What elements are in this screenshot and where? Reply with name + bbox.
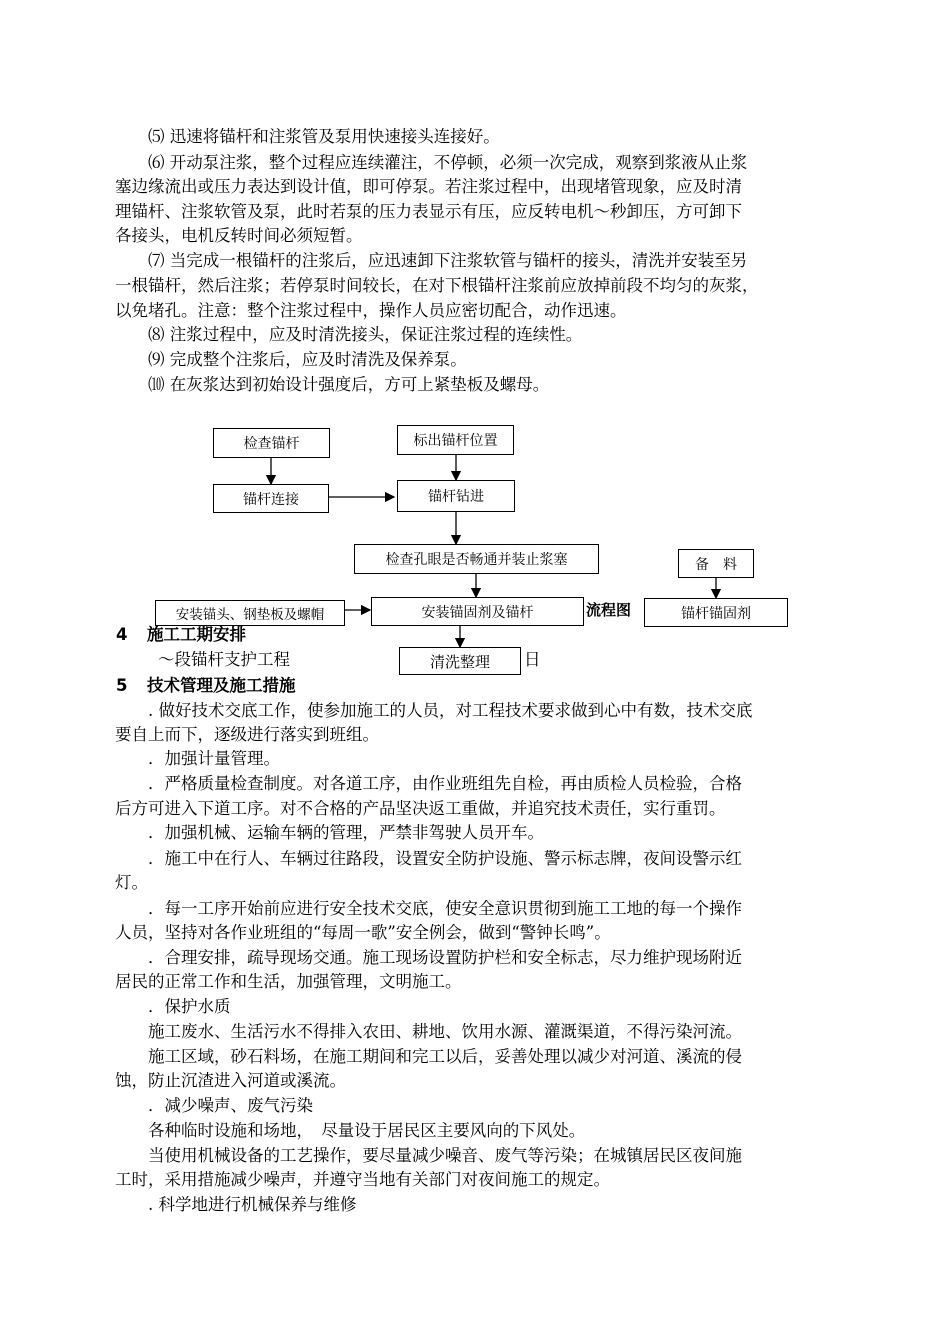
- paragraph-line: 后方可进入下道工序。对不合格的产品坚决返工重做，并追究技术责任，实行重罚。: [115, 799, 726, 818]
- paragraph-line: 灯。: [115, 873, 148, 892]
- paragraph-line: 各接头，电机反转时间必须短暂。: [115, 226, 363, 245]
- paragraph-line: ⑺ 当完成一根锚杆的注浆后，应迅速卸下注浆软管与锚杆的接头，清洗并安装至另: [148, 251, 748, 270]
- paragraph-line: 施工区域，砂石料场，在施工期间和完工以后，妥善处理以减少对河道、溪流的侵: [148, 1047, 742, 1066]
- paragraph-line: 居民的正常工作和生活，加强管理，文明施工。: [115, 972, 462, 991]
- flow-box-anchor-connect: 锚杆连接: [213, 484, 329, 513]
- flow-label: 流程图: [586, 601, 632, 619]
- flow-box-mark-position: 标出锚杆位置: [397, 425, 514, 455]
- paragraph-line: 蚀，防止沉渣进入河道或溪流。: [115, 1071, 346, 1090]
- paragraph-line: 人员，坚持对各作业班组的“每周一歌”安全例会，做到“警钟长鸣”。: [115, 923, 611, 942]
- paragraph-line: ．加强机械、运输车辆的管理，严禁非驾驶人员开车。: [148, 823, 544, 842]
- paragraph-line: 以免堵孔。注意：整个注浆过程中，操作人员应密切配合，动作迅速。: [115, 301, 627, 320]
- paragraph-line: 各种临时设施和场地， 尽量设于居民区主要风向的下风处。: [148, 1121, 586, 1140]
- paragraph-line: ．严格质量检查制度。对各道工序，由作业班组先自检，再由质检人员检验，合格: [148, 774, 742, 793]
- paragraph-line: 要自上而下，逐级进行落实到班组。: [115, 725, 379, 744]
- paragraph-line: . 做好技术交底工作，使参加施工的人员，对工程技术要求做到心中有数，技术交底: [148, 701, 753, 720]
- paragraph-line: ⑻ 注浆过程中，应及时清洗接头，保证注浆过程的连续性。: [148, 325, 583, 344]
- section-heading: 施工工期安排: [147, 625, 246, 644]
- paragraph-line: ⑹ 开动泵注浆，整个过程应连续灌注，不停顿，必须一次完成，观察到浆液从止浆: [148, 153, 748, 172]
- section-heading: 技术管理及施工措施: [147, 676, 296, 695]
- flow-box-install-head: 安装锚头、钢垫板及螺帽: [155, 600, 345, 626]
- paragraph-line: 工时，采用措施减少噪声，并遵守当地有关部门对夜间施工的规定。: [115, 1170, 610, 1189]
- section-number: 4: [116, 625, 128, 644]
- paragraph-line: ．每一工序开始前应进行安全技术交底，使安全意识贯彻到施工工地的每一个操作: [148, 899, 742, 918]
- paragraph-line: ⑸ 迅速将锚杆和注浆管及泵用快速接头连接好。: [148, 127, 500, 146]
- flow-box-clean-up: 清洗整理: [399, 647, 521, 675]
- paragraph-line: . 科学地进行机械保养与维修: [148, 1195, 357, 1214]
- paragraph-line: 一根锚杆，然后注浆；若停泵时间较长，在对下根锚杆注浆前应放掉前段不均匀的灰浆，: [115, 276, 759, 295]
- section-number: 5: [116, 676, 128, 695]
- section-text: ～段锚杆支护工程: [158, 650, 290, 669]
- paragraph-line: ．保护水质: [148, 997, 231, 1016]
- paragraph-line: 理锚杆、注浆软管及泵，此时若泵的压力表显示有压，应反转电机～秒卸压，方可卸下: [115, 202, 742, 221]
- paragraph-line: 当使用机械设备的工艺操作，要尽量减少噪音、废气等污染；在城镇居民区夜间施: [148, 1146, 742, 1165]
- paragraph-line: ．减少噪声、废气污染: [148, 1096, 313, 1115]
- section-text-tail: 日: [524, 650, 541, 669]
- paragraph-line: ．加强计量管理。: [148, 749, 280, 768]
- flow-box-anchor-agent: 锚杆锚固剂: [644, 598, 788, 627]
- flow-box-check-hole: 检查孔眼是否畅通并装止浆塞: [354, 544, 599, 574]
- paragraph-line: ．施工中在行人、车辆过往路段，设置安全防护设施、警示标志牌，夜间设警示红: [148, 849, 742, 868]
- paragraph-line: 施工废水、生活污水不得排入农田、耕地、饮用水源、灌溉渠道，不得污染河流。: [148, 1022, 742, 1041]
- flow-box-install-agent: 安装锚固剂及锚杆: [371, 597, 584, 626]
- flow-box-check-anchor: 检查锚杆: [213, 428, 330, 458]
- paragraph-line: 塞边缘流出或压力表达到设计值，即可停泵。若注浆过程中，出现堵管现象，应及时清: [115, 177, 742, 196]
- paragraph-line: ．合理安排，疏导现场交通。施工现场设置防护栏和安全标志，尽力维护现场附近: [148, 948, 742, 967]
- paragraph-line: ⑽ 在灰浆达到初始设计强度后，方可上紧垫板及螺母。: [148, 375, 550, 394]
- flow-box-prepare-material: 备 料: [678, 549, 754, 578]
- flow-box-anchor-drill: 锚杆钻进: [397, 480, 515, 512]
- paragraph-line: ⑼ 完成整个注浆后，应及时清洗及保养泵。: [148, 350, 467, 369]
